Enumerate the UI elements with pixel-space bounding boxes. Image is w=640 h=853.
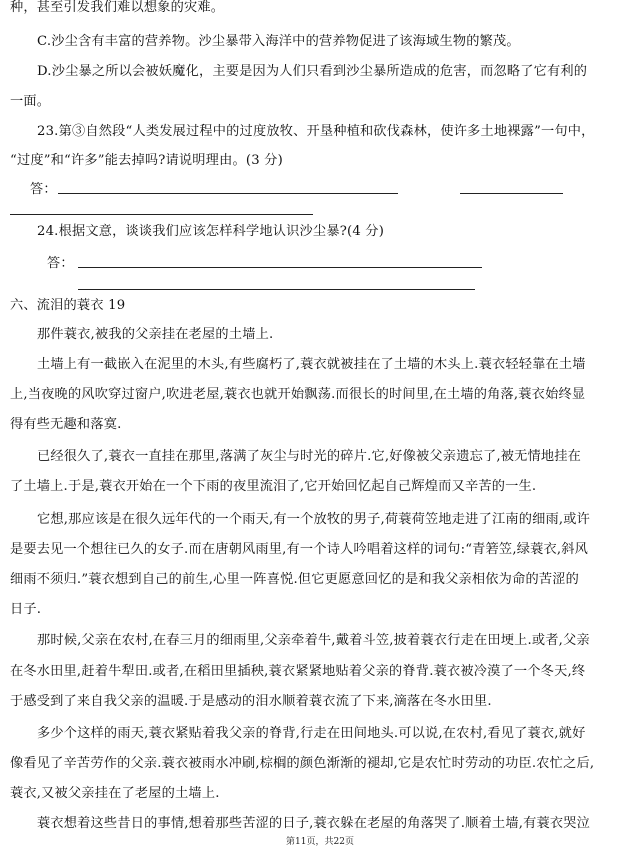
passage-line: 细雨不须归.”蓑衣想到自己的前生,心里一阵喜悦.但它更愿意回忆的是和我父亲相依为命的苦涩的 — [10, 572, 580, 587]
passage-line: 于感受到了来自我父亲的温暖.于是感动的泪水顺着蓑衣流了下来,滴落在冬水田里. — [10, 694, 492, 709]
passage-line: 土墙上有一截嵌入在泥里的木头,有些腐朽了,蓑衣就被挂在了土墙的木头上.蓑衣轻轻靠在土墙 — [37, 357, 586, 372]
passage-line: 日子. — [10, 602, 42, 617]
answer-label-24: 答： — [47, 256, 74, 271]
answer-line-24a[interactable] — [78, 267, 482, 268]
question-23-line1: 23.第③自然段“人类发展过程中的过度放牧、开垦种植和砍伐森林，使许多土地裸露”一句中， — [37, 124, 595, 139]
passage-line: 它想,那应该是在很久远年代的一个雨天,有一个放牧的男子,荷蓑荷笠地走进了江南的细雨,或许 — [37, 512, 591, 527]
passage-line: 像看见了辛苦劳作的父亲.蓑衣被雨水冲刷,棕榈的颜色渐渐的褪却,它是农忙时劳动的功臣.农忙之后, — [10, 756, 595, 771]
section-title: 六、流泪的蓑衣 19 — [10, 298, 126, 313]
passage-line: 多少个这样的雨天,蓑衣紧贴着我父亲的脊背,行走在田间地头.可以说,在农村,看见了蓑衣,就好 — [37, 726, 586, 741]
option-c: C.沙尘含有丰富的营养物。沙尘暴带入海洋中的营养物促进了该海域生物的繁茂。 — [37, 34, 520, 49]
option-d-line1: D.沙尘暴之所以会被妖魔化，主要是因为人们只看到沙尘暴所造成的危害，而忽略了它有利的 — [37, 64, 588, 79]
answer-line-24b[interactable] — [78, 289, 475, 290]
question-23-line2: “过度”和“许多”能去掉吗?请说明理由。(3 分) — [10, 153, 283, 168]
answer-line-23a[interactable] — [58, 193, 398, 194]
question-24-line1: 24.根据文意，谈谈我们应该怎样科学地认识沙尘暴?(4 分) — [37, 224, 385, 239]
option-d-line2: 一面。 — [10, 94, 51, 109]
passage-line: 了土墙上.于是,蓑衣开始在一个下雨的夜里流泪了,它开始回忆起自己辉煌而又辛苦的一生. — [10, 479, 537, 494]
passage-line: 上,当夜晚的风吹穿过窗户,吹进老屋,蓑衣也就开始飘荡.而很长的时间里,在土墙的角落,蓑衣始终显 — [10, 387, 586, 402]
passage-line: 那件蓑衣,被我的父亲挂在老屋的土墙上. — [37, 327, 274, 342]
passage-line: 蓑衣想着这些昔日的事情,想着那些苦涩的日子,蓑衣躲在老屋的角落哭了.顺着土墙,有蓑衣哭泣 — [37, 816, 591, 831]
passage-line: 已经很久了,蓑衣一直挂在那里,落满了灰尘与时光的碎片.它,好像被父亲遗忘了,被无情地挂在 — [37, 449, 582, 464]
answer-line-23c[interactable] — [10, 214, 313, 215]
answer-line-23b[interactable] — [460, 193, 563, 194]
passage-line: 那时候,父亲在农村,在春三月的细雨里,父亲牵着牛,戴着斗笠,披着蓑衣行走在田埂上.或者,父亲 — [37, 633, 590, 648]
passage-line: 得有些无趣和落寞. — [10, 417, 122, 432]
passage-line: 在冬水田里,赶着牛犁田.或者,在稻田里插秧,蓑衣紧紧地贴着父亲的脊背.蓑衣被冷漠了一个冬天,终 — [10, 664, 586, 679]
option-b-tail: 种，甚至引发我们难以想象的灾难。 — [10, 0, 225, 15]
answer-label-23: 答： — [30, 182, 57, 197]
passage-line: 是要去见一个想往已久的女子.而在唐朝风雨里,有一个诗人吟唱着这样的词句:“青箬笠,绿蓑衣,斜风 — [10, 542, 589, 557]
passage-line: 蓑衣,又被父亲挂在了老屋的土墙上. — [10, 786, 220, 801]
page-footer: 第11页，共22页 — [286, 837, 354, 847]
